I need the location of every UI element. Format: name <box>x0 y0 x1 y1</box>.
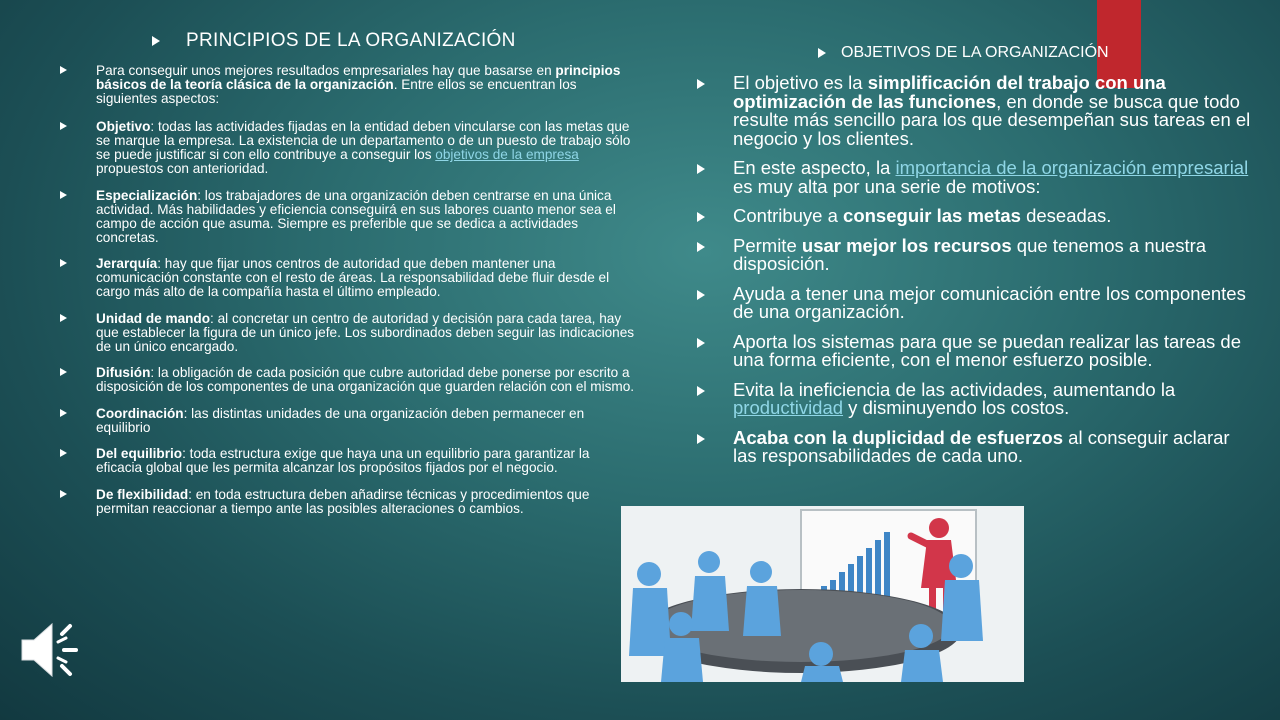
item-text: : la obligación de cada posición que cubre autoridad debe ponerse por escrito a disposición de los componentes de una organización que guarden relación con el mismo. <box>96 365 635 394</box>
item-bold: usar mejor los recursos <box>801 234 1012 256</box>
importancia-organizacion-link[interactable]: importancia de la organización empresarial <box>895 157 1249 178</box>
item-bold: Unidad de mando <box>96 310 211 326</box>
list-item <box>697 234 1252 274</box>
item-text: Para conseguir unos mejores resultados empresariales hay que basarse en <box>96 63 556 78</box>
list-item <box>697 159 1252 196</box>
item-text: Ayuda a tener una mejor comunicación entre los componentes de una organización. <box>733 282 1246 322</box>
item-text: : al concretar un centro de autoridad y decisión para cada tarea, hay que establecer la figura de un único jefe. Los subordinados deben seguir las indicaciones de un único encargado. <box>96 310 635 354</box>
list-item <box>60 257 635 299</box>
item-text: : toda estructura exige que haya una un equilibrio para garantizar la eficacia global que les permita alcanzar los propósitos fijados por el negocio. <box>96 446 590 475</box>
objectives-list <box>697 74 1252 477</box>
speaker-icon[interactable] <box>18 616 108 686</box>
item-text: , en donde se busca que todo resulte más sencillo para los que desempeñan sus tareas en el negocio y los clientes. <box>733 90 1251 149</box>
item-text: : los trabajadores de una organización deben centrarse en una única actividad. Más habilidades y eficiencia conseguirá en sus labores cuanto menor sea el campo de acción que asuma. Siempre es preferible que se dedica a actividades concretas. <box>96 187 616 245</box>
bullet-arrow-icon <box>60 490 67 498</box>
list-item <box>697 282 1252 322</box>
item-text: que tenemos a nuestra disposición. <box>733 234 1207 274</box>
bullet-arrow-icon <box>60 449 67 457</box>
list-item <box>60 407 635 435</box>
item-text: Evita la ineficiencia de las actividades, aumentando la <box>733 378 1176 400</box>
left-section-title <box>152 30 632 52</box>
bullet-arrow-icon <box>60 409 67 417</box>
item-text: : las distintas unidades de una organización deben permanecer en equilibrio <box>96 405 585 435</box>
bullet-arrow-icon <box>697 79 705 89</box>
list-item <box>60 447 635 475</box>
list-item <box>60 189 635 245</box>
list-item <box>60 64 635 106</box>
item-bold: simplificación del trabajo con una optimización de las funciones <box>733 72 1166 112</box>
list-item <box>60 366 635 394</box>
bullet-arrow-icon <box>697 434 705 444</box>
list-item <box>697 207 1252 226</box>
productividad-link[interactable]: productividad <box>733 397 844 418</box>
item-text: : hay que fijar unos centros de autoridad que deben mantener una comunicación constante con el resto de áreas. La responsabilidad debe fluir desde el cargo más alto de la compañía hasta el último empleado. <box>96 256 610 299</box>
item-text: al conseguir aclarar las responsabilidades de cada uno. <box>733 426 1230 466</box>
bullet-arrow-icon <box>818 48 826 58</box>
principles-list <box>60 64 635 528</box>
bullet-arrow-icon <box>697 242 705 252</box>
item-bold: Objetivo <box>96 119 151 134</box>
bullet-arrow-icon <box>60 314 67 322</box>
list-item <box>697 330 1252 370</box>
bullet-arrow-icon <box>60 259 67 267</box>
item-text: propuestos con anterioridad. <box>96 161 269 176</box>
item-text: deseadas. <box>1020 205 1112 226</box>
bullet-arrow-icon <box>697 338 705 348</box>
left-title-text: PRINCIPIOS DE LA ORGANIZACIÓN <box>186 30 516 51</box>
list-item <box>697 74 1252 148</box>
item-text: Aporta los sistemas para que se puedan realizar las tareas de una forma eficiente, con el menor esfuerzo posible. <box>733 330 1242 370</box>
list-item <box>60 120 635 176</box>
objetivos-empresa-link[interactable]: objetivos de la empresa <box>435 147 579 162</box>
bullet-arrow-icon <box>697 164 705 174</box>
bullet-arrow-icon <box>152 36 160 46</box>
list-item <box>697 426 1252 466</box>
item-text: es muy alta por una serie de motivos: <box>733 175 1041 197</box>
item-bold: Difusión <box>96 365 151 380</box>
item-text: . Entre ellos se encuentran los siguientes aspectos: <box>96 77 577 106</box>
bullet-arrow-icon <box>60 191 67 199</box>
item-text: Contribuye a <box>733 205 844 226</box>
right-section-title <box>818 44 1148 62</box>
list-item <box>60 312 635 354</box>
bullet-arrow-icon <box>697 386 705 396</box>
speaker-icon-svg <box>18 616 108 686</box>
item-text: El objetivo es la <box>733 72 868 93</box>
list-item <box>60 488 635 516</box>
item-bold: Jerarquía <box>96 256 158 271</box>
item-bold: principios básicos de la teoría clásica de la organización <box>96 63 621 92</box>
item-text: : todas las actividades fijadas en la entidad deben vincularse con las metas que se marque la empresa. La existencia de un departamento o de un puesto de trabajo sólo se puede justificar si con ello contribuye a conseguir los <box>96 119 631 162</box>
bullet-arrow-icon <box>697 290 705 300</box>
item-bold: Acaba con la duplicidad de esfuerzos <box>733 426 1064 448</box>
bullet-arrow-icon <box>60 122 67 130</box>
item-bold: Del equilibrio <box>96 446 183 461</box>
item-bold: De flexibilidad <box>96 486 189 502</box>
right-title-text: OBJETIVOS DE LA ORGANIZACIÓN <box>841 44 1109 61</box>
item-bold: Coordinación <box>96 405 184 421</box>
list-item <box>697 378 1252 418</box>
meeting-illustration-svg <box>621 506 1024 682</box>
meeting-illustration <box>621 506 1024 682</box>
bullet-arrow-icon <box>697 212 705 222</box>
item-text: Permite <box>733 234 802 256</box>
item-text: En este aspecto, la <box>733 157 896 178</box>
item-bold: Especialización <box>96 187 198 203</box>
item-bold: conseguir las metas <box>843 205 1021 226</box>
item-text: : en toda estructura deben añadirse técnicas y procedimientos que permitan reaccionar a tiempo ante las posibles alteraciones o cambios. <box>96 486 590 516</box>
item-text: y disminuyendo los costos. <box>843 397 1070 418</box>
bullet-arrow-icon <box>60 66 67 74</box>
bullet-arrow-icon <box>60 368 67 376</box>
